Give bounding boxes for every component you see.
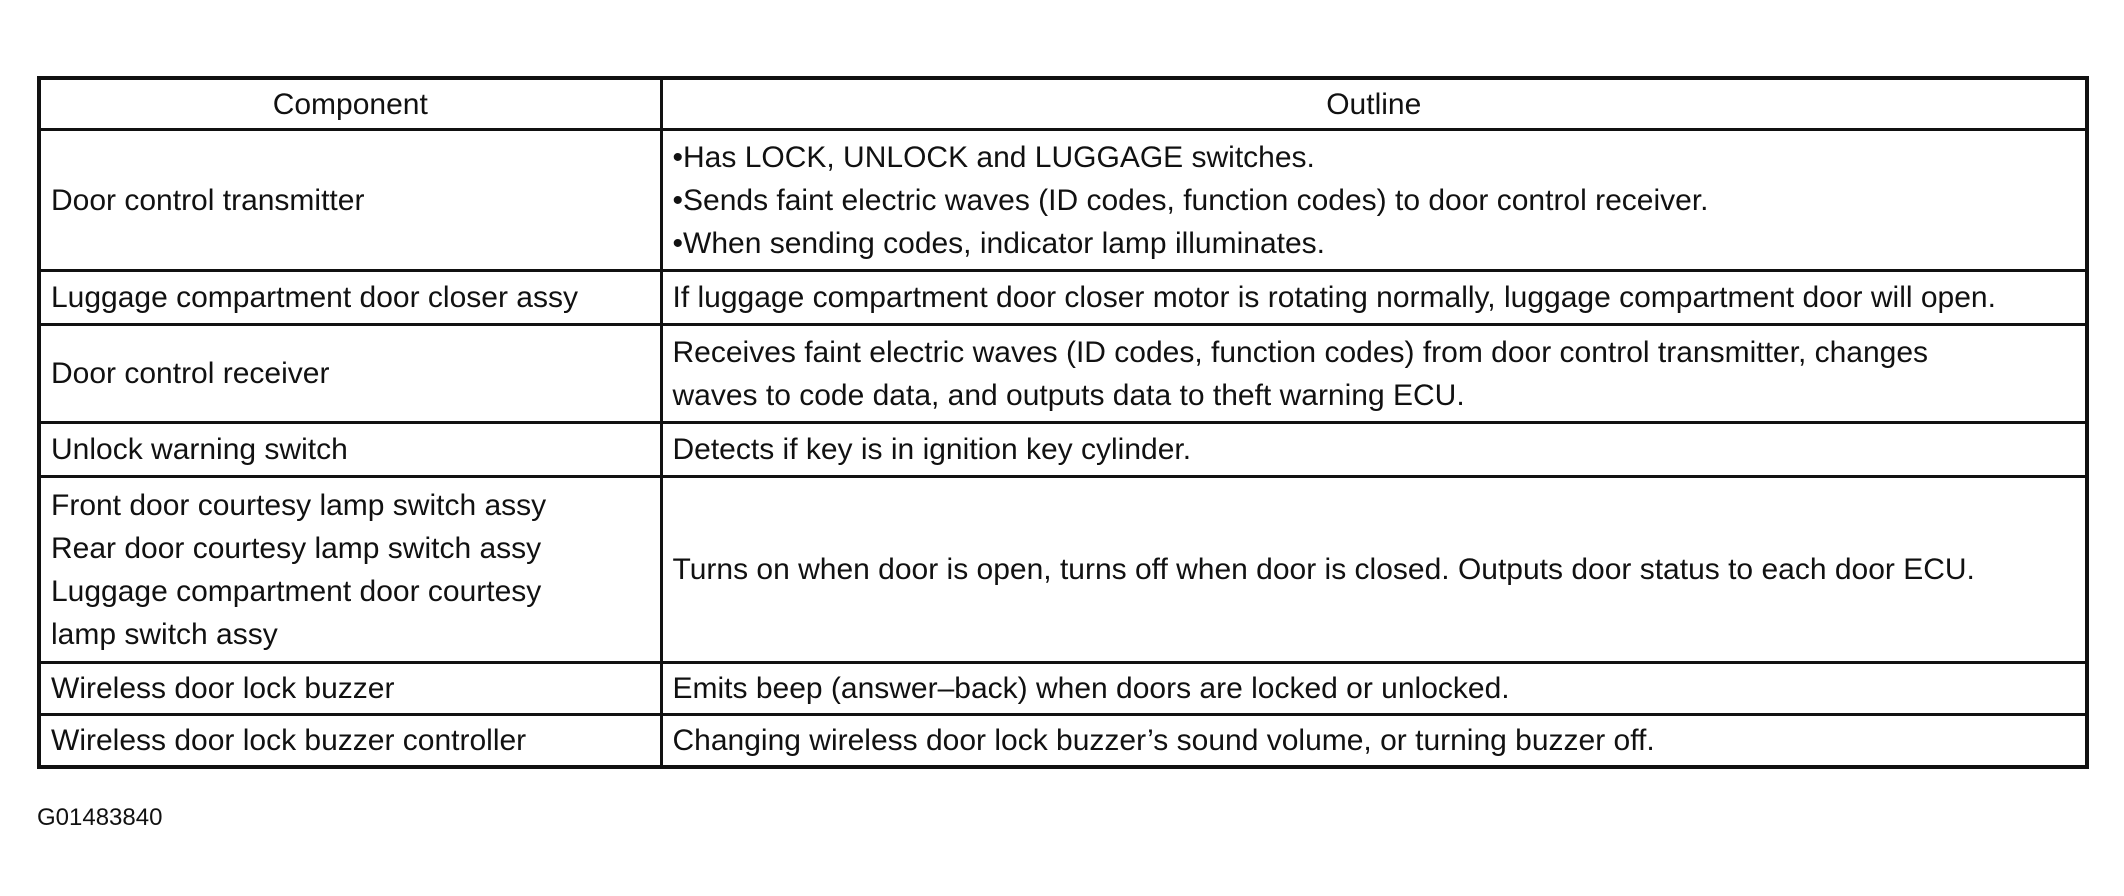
outline-text: Detects if key is in ignition key cylinder.	[672, 433, 1192, 466]
table-row	[39, 130, 2087, 271]
component-cell	[39, 130, 661, 271]
outline-text: Receives faint electric waves (ID codes, function codes) from door control transmitter, changes	[672, 335, 1929, 369]
component-text: lamp switch assy	[51, 617, 278, 651]
component-cell	[39, 715, 661, 767]
table-row	[39, 325, 2087, 423]
component-text: Luggage compartment door closer assy	[51, 281, 578, 314]
component-cell	[39, 477, 661, 663]
outline-cell	[661, 715, 2087, 767]
component-text: Front door courtesy lamp switch assy	[51, 488, 547, 522]
outline-text: If luggage compartment door closer motor is rotating normally, luggage compartment door will open.	[672, 281, 1996, 314]
outline-text: Changing wireless door lock buzzer’s sound volume, or turning buzzer off.	[672, 723, 1655, 757]
outline-cell	[661, 271, 2087, 325]
table-row	[39, 423, 2087, 477]
table-header-row	[39, 78, 2087, 130]
figure-code: G01483840	[37, 804, 163, 831]
outline-text: •When sending codes, indicator lamp illuminates.	[672, 226, 1325, 260]
outline-cell	[661, 423, 2087, 477]
component-text: Door control receiver	[51, 357, 330, 390]
component-text: Unlock warning switch	[51, 433, 348, 466]
component-text: Wireless door lock buzzer controller	[51, 723, 527, 757]
outline-cell	[661, 477, 2087, 663]
table-row	[39, 477, 2087, 663]
component-cell	[39, 423, 661, 477]
outline-text: Turns on when door is open, turns off when door is closed. Outputs door status to each door ECU.	[672, 553, 1975, 586]
component-text: Wireless door lock buzzer	[51, 672, 395, 705]
outline-text: waves to code data, and outputs data to theft warning ECU.	[672, 378, 1465, 412]
outline-cell	[661, 663, 2087, 715]
component-text: Rear door courtesy lamp switch assy	[51, 531, 542, 565]
table-row	[39, 271, 2087, 325]
header-component: Component	[39, 78, 661, 130]
outline-text: Emits beep (answer–back) when doors are locked or unlocked.	[672, 672, 1510, 705]
component-text: Luggage compartment door courtesy	[51, 574, 542, 608]
component-text: Door control transmitter	[51, 183, 365, 217]
outline-cell	[661, 130, 2087, 271]
table-row	[39, 663, 2087, 715]
header-outline: Outline	[661, 78, 2087, 130]
table-row	[39, 715, 2087, 767]
component-cell	[39, 271, 661, 325]
component-outline-table-container	[37, 76, 2085, 769]
component-outline-table	[37, 76, 2089, 769]
outline-cell	[661, 325, 2087, 423]
outline-text: •Has LOCK, UNLOCK and LUGGAGE switches.	[672, 140, 1315, 174]
component-cell	[39, 663, 661, 715]
outline-text: •Sends faint electric waves (ID codes, function codes) to door control receiver.	[672, 183, 1709, 217]
component-cell	[39, 325, 661, 423]
